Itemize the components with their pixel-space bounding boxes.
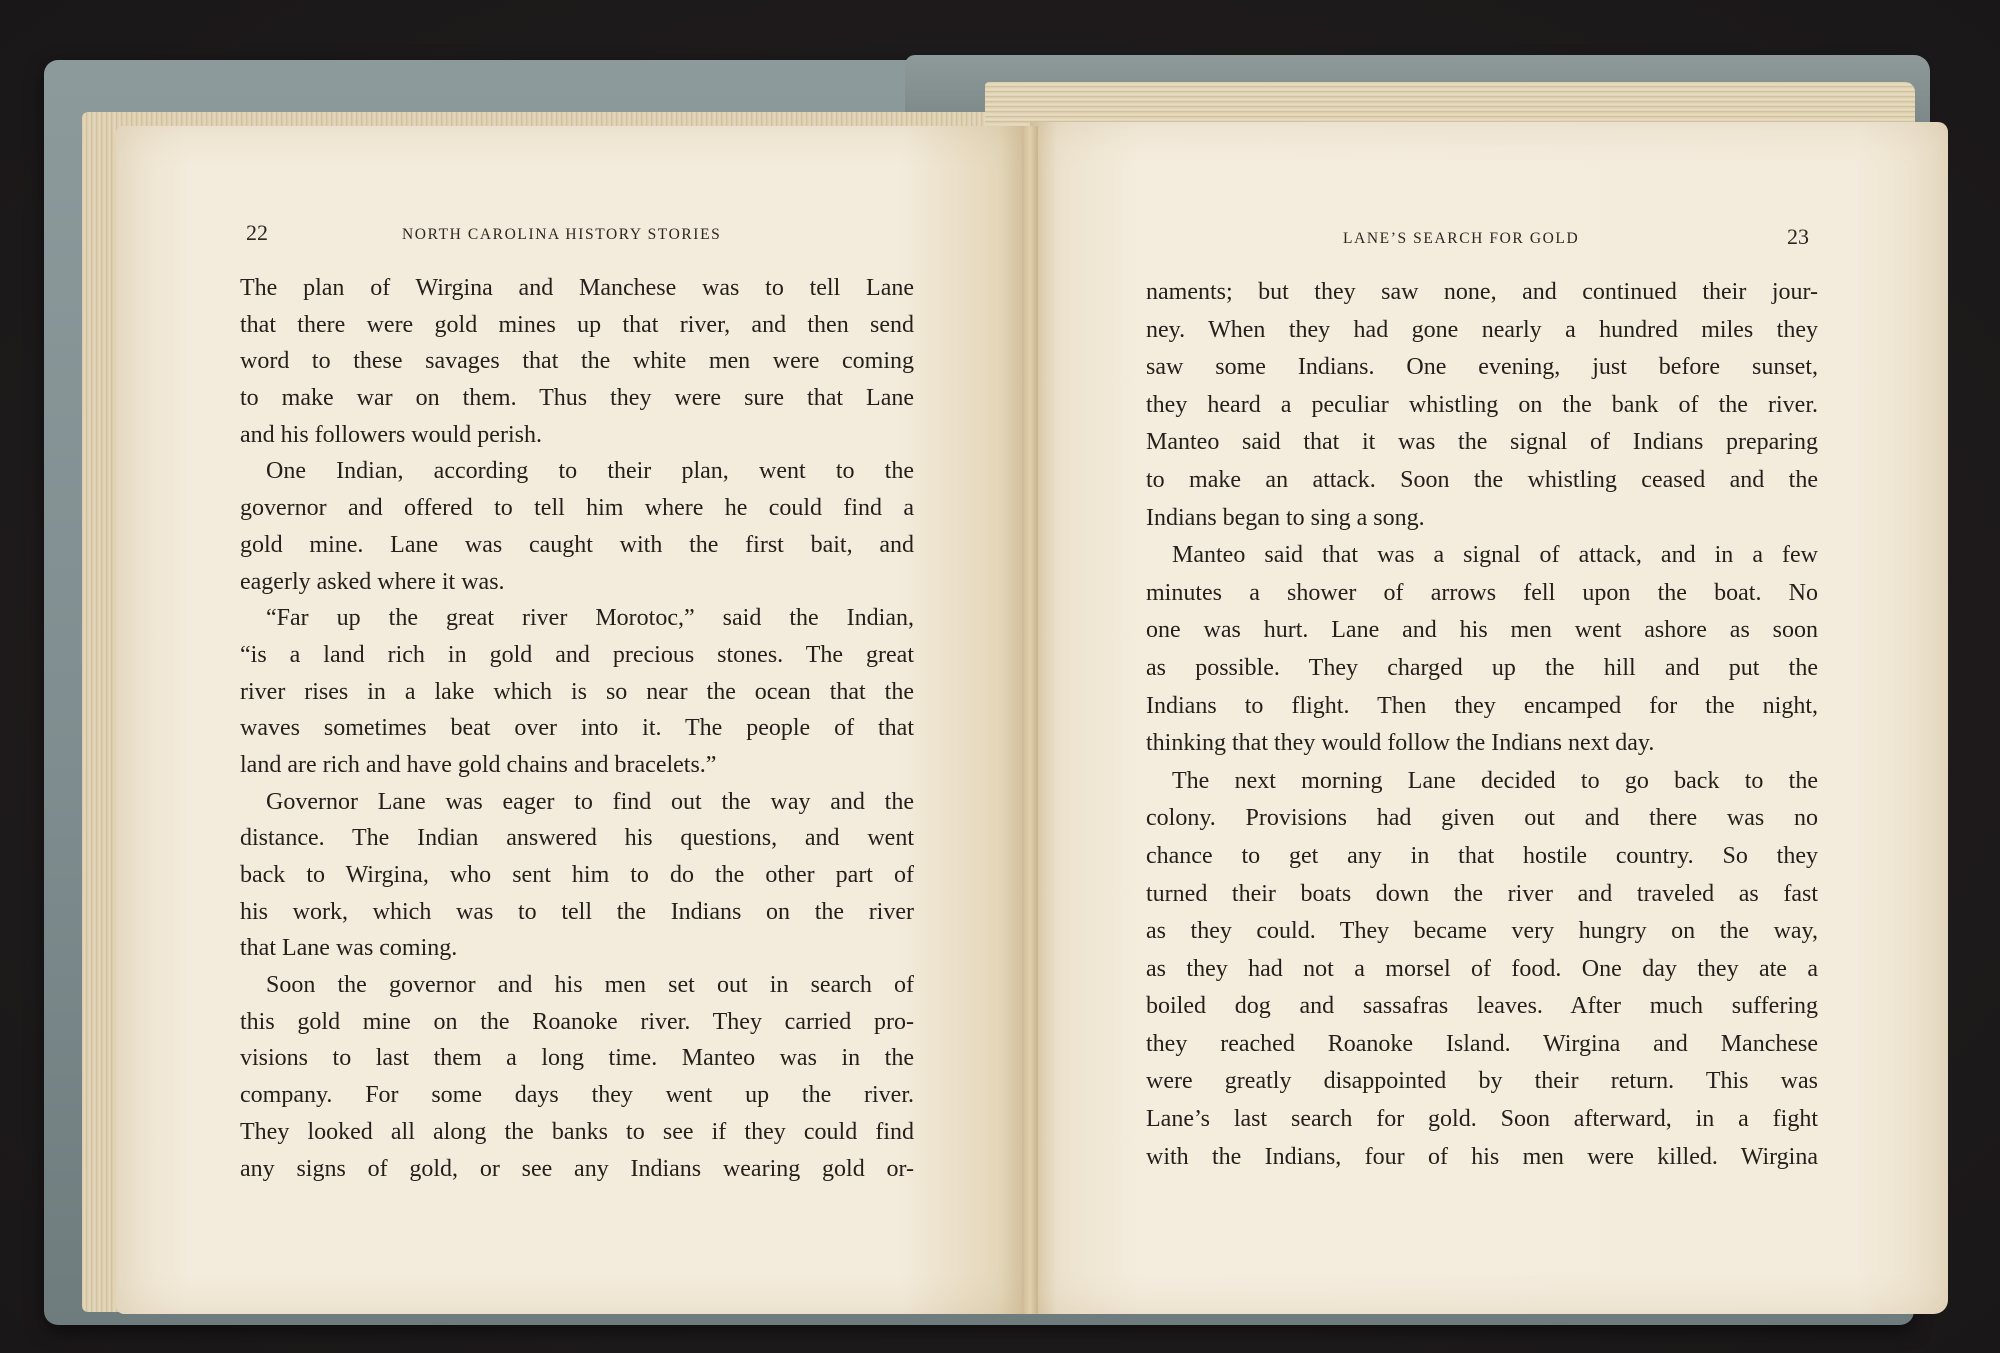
right-text-line: saw some Indians. One evening, just before sunset, [1146,354,1818,381]
right-text-line: naments; but they saw none, and continued their jour- [1146,279,1818,305]
left-text-line: They looked all along the banks to see if they could find [240,1118,914,1145]
right-text-line: Indians began to sing a song. [1146,504,1425,531]
left-text-line: eagerly asked where it was. [240,568,505,595]
right-text-line: with the Indians, four of his men were killed. Wirgina [1146,1143,1818,1170]
right-running-head: LANE’S SEARCH FOR GOLD [1343,230,1580,247]
left-text-line: “Far up the great river Morotoc,” said the Indian, [266,605,914,632]
left-text-line: and his followers would perish. [240,421,542,448]
left-text-line: governor and offered to tell him where he could find a [240,495,914,522]
right-text-line: as possible. They charged up the hill and put the [1146,654,1818,681]
right-text-line: Manteo said that was a signal of attack, and in a few [1172,542,1818,569]
left-text-line: The plan of Wirgina and Manchese was to tell Lane [240,275,914,301]
left-text-line: distance. The Indian answered his questions, and went [240,825,914,852]
right-text-line: one was hurt. Lane and his men went ashore as soon [1146,617,1818,644]
right-text-line: as they had not a morsel of food. One day they ate a [1146,955,1818,982]
left-text-line: to make war on them. Thus they were sure that Lane [240,385,914,412]
left-text-line: this gold mine on the Roanoke river. They carried pro- [240,1008,914,1035]
left-text-line: any signs of gold, or see any Indians wearing gold or- [240,1155,914,1182]
right-text-line: The next morning Lane decided to go back to the [1172,767,1818,794]
left-text-line: land are rich and have gold chains and bracelets.” [240,751,717,778]
left-text-line: his work, which was to tell the Indians on the river [240,898,914,925]
left-running-head: NORTH CAROLINA HISTORY STORIES [402,226,722,243]
left-text-line: back to Wirgina, who sent him to do the other part of [240,862,914,888]
right-text-line: they reached Roanoke Island. Wirgina and Manchese [1146,1030,1818,1057]
left-text-line: that Lane was coming. [240,935,458,962]
right-text-line: as they could. They became very hungry on the way, [1146,918,1818,945]
left-text-line: company. For some days they went up the river. [240,1082,914,1109]
right-page-number: 23 [1787,224,1809,249]
left-text-line: One Indian, according to their plan, went to the [266,458,914,485]
right-text-line: thinking that they would follow the Indians next day. [1146,730,1655,757]
right-text-line: Lane’s last search for gold. Soon afterward, in a fight [1146,1106,1818,1133]
right-text-line: ney. When they had gone nearly a hundred miles they [1146,316,1818,343]
left-text-line: river rises in a lake which is so near the ocean that the [240,678,914,705]
left-text-line: gold mine. Lane was caught with the first bait, and [240,531,914,558]
right-page-body [1146,274,1818,1176]
right-text-line: Manteo said that it was the signal of Indians preparing [1146,429,1818,456]
right-text-line: minutes a shower of arrows fell upon the boat. No [1146,579,1818,606]
right-text-line: colony. Provisions had given out and there was no [1146,805,1818,832]
right-text-line: Indians to flight. Then they encamped for the night, [1146,692,1818,719]
left-text-line: word to these savages that the white men were coming [240,348,914,375]
left-page-body [240,270,914,1187]
book-gutter [1022,126,1038,1314]
right-text-line: were greatly disappointed by their return. This was [1146,1068,1818,1095]
right-text-line: they heard a peculiar whistling on the bank of the river. [1146,391,1818,418]
left-text-line: Governor Lane was eager to find out the way and the [266,788,914,815]
left-page-number: 22 [246,220,268,245]
left-text-line: Soon the governor and his men set out in search of [266,972,914,999]
right-text-line: chance to get any in that hostile country. So they [1146,842,1818,869]
left-text-line: that there were gold mines up that river, and then send [240,311,914,338]
left-text-line: waves sometimes beat over into it. The people of that [240,715,914,742]
right-text-line: to make an attack. Soon the whistling ceased and the [1146,466,1818,493]
right-text-line: turned their boats down the river and traveled as fast [1146,880,1818,907]
left-text-line: visions to last them a long time. Manteo was in the [240,1045,914,1072]
left-text-line: “is a land rich in gold and precious stones. The great [240,641,914,668]
right-text-line: boiled dog and sassafras leaves. After much suffering [1146,993,1818,1020]
